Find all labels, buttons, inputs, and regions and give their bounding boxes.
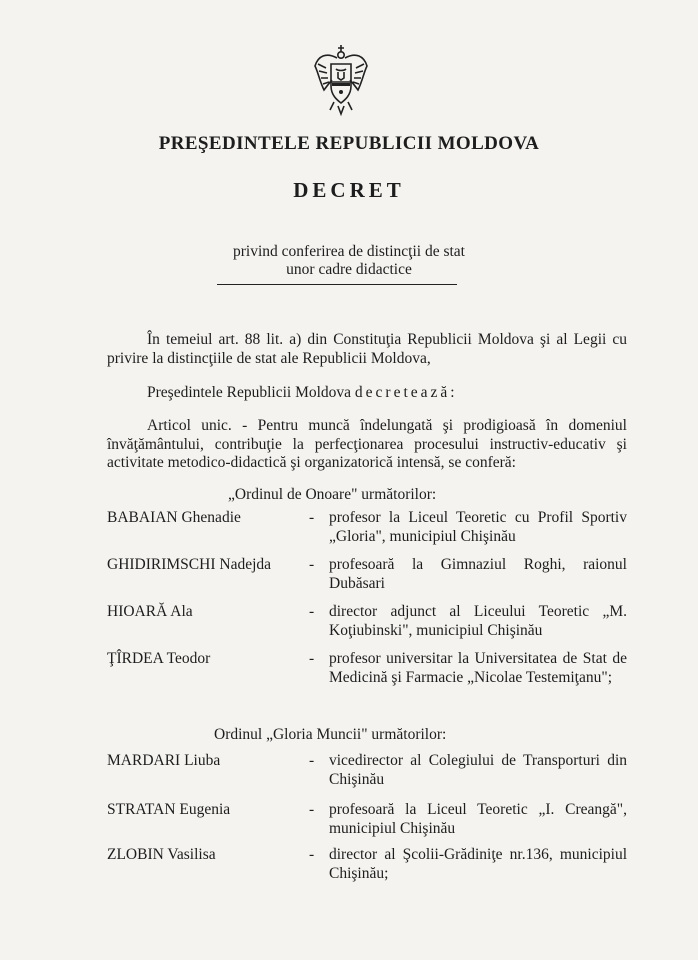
dash: - <box>309 801 315 818</box>
dash: - <box>309 556 315 573</box>
subject-line-2: unor cadre didactice <box>286 261 412 278</box>
recipient-name: ZLOBIN Vasilisa <box>107 846 216 863</box>
decree-statement <box>107 384 627 403</box>
recipient-description: profesor la Liceul Teoretic cu Profil Sportiv „Gloria", municipiul Chişinău <box>329 509 627 545</box>
recipient-description: profesor universitar la Universitatea de Stat de Medicină şi Farmacie „Nicolae Testemiţanu"; <box>329 650 627 686</box>
intro-text: În temeiul art. 88 lit. a) din Constituţia Republicii Moldova şi al Legii cu privire la distincţiile de stat ale Republicii Moldova, <box>107 331 627 367</box>
recipient-name: STRATAN Eugenia <box>107 801 231 818</box>
intro-paragraph <box>107 331 627 368</box>
recipient-description: director al Şcolii-Grădiniţe nr.136, municipiul Chişinău; <box>329 846 627 882</box>
subject-line-1: privind conferirea de distincţii de stat <box>233 243 465 260</box>
dash: - <box>309 509 315 526</box>
order-heading-1: „Ordinul de Onoare" următorilor: <box>228 486 437 503</box>
issuer-title: PREŞEDINTELE REPUBLICII MOLDOVA <box>158 133 540 154</box>
dash: - <box>309 846 315 863</box>
decree-prefix: Preşedintele Republicii Moldova <box>147 384 352 401</box>
document-type: DECRET <box>293 178 405 202</box>
subject <box>0 243 698 279</box>
dash: - <box>309 752 315 769</box>
recipient-name: GHIDIRIMSCHI Nadejda <box>107 556 272 573</box>
recipient-name: MARDARI Liuba <box>107 752 221 769</box>
article-paragraph <box>107 417 627 473</box>
recipient-description: profesoară la Liceul Teoretic „I. Creangă", municipiul Chişinău <box>329 801 627 837</box>
decree-verb: decretează: <box>354 384 458 401</box>
order-heading-2: Ordinul „Gloria Muncii" următorilor: <box>214 726 447 743</box>
recipient-description: vicedirector al Colegiului de Transporturi din Chişinău <box>329 752 627 788</box>
dash: - <box>309 650 315 667</box>
recipient-name: BABAIAN Ghenadie <box>107 509 241 526</box>
recipient-name: HIOARĂ Ala <box>107 603 193 620</box>
dash: - <box>309 603 315 620</box>
recipient-description: director adjunct al Liceului Teoretic „M. Koţiubinski", municipiul Chişinău <box>329 603 627 639</box>
subject-underline <box>217 284 457 285</box>
article-text: Articol unic. - Pentru muncă îndelungată şi prodigioasă în domeniul învăţământului, contribuţie la perfecţionarea procesului instructiv-educativ şi activitate metodico-didactică şi organizatorică intensă, se conferă: <box>107 417 627 471</box>
recipient-description: profesoară la Gimnaziul Roghi, raionul Dubăsari <box>329 556 627 592</box>
coat-of-arms-emblem <box>312 42 370 118</box>
recipient-name: ŢÎRDEA Teodor <box>107 650 211 667</box>
